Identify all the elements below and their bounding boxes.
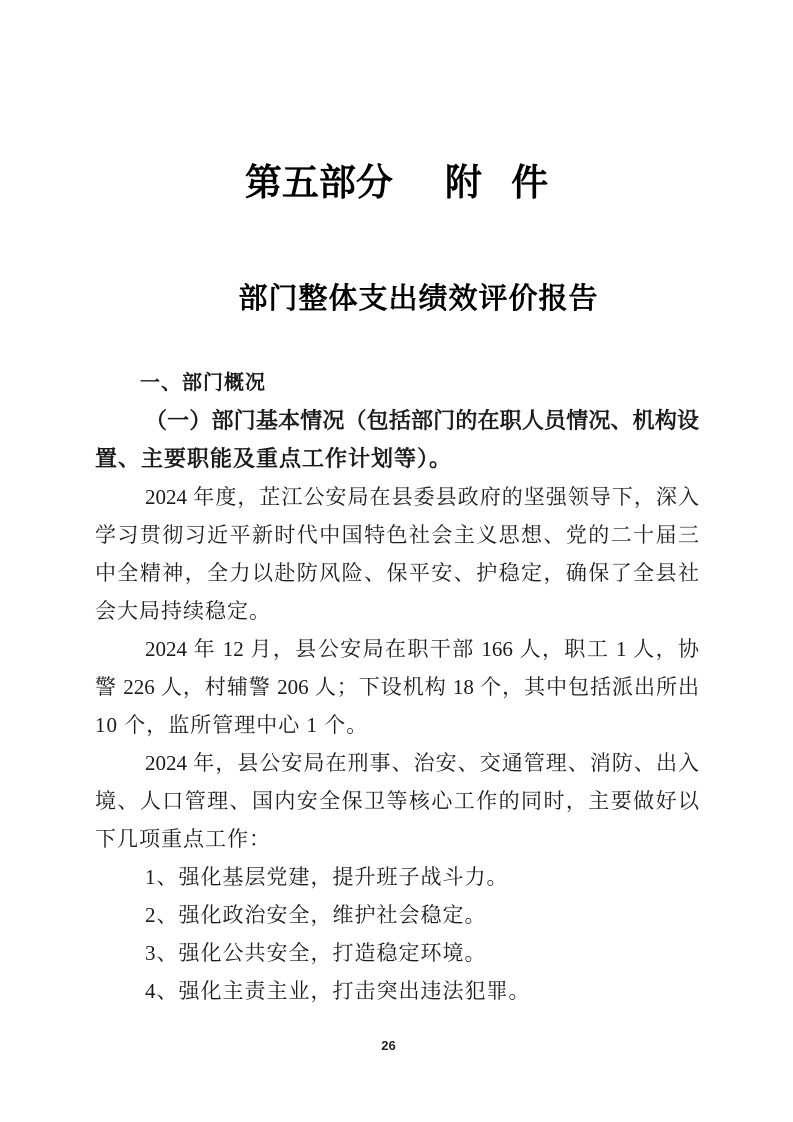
key-task-item-3: 3、强化公共安全，打造稳定环境。 [145,941,487,965]
paragraph-1-line-4: 会大局持续稳定。 [95,599,271,623]
paragraph-3-line-1: 2024 年，县公安局在刑事、治安、交通管理、消防、出入 [145,751,699,775]
paragraph-1-line-2: 学习贯彻习近平新时代中国特色社会主义思想、党的二十届三 [95,523,699,547]
page-number: 26 [381,1038,396,1053]
chapter-title-part1: 第五部分 [244,163,393,204]
key-task-item-4: 4、强化主责主业，打击突出违法犯罪。 [145,979,531,1003]
paragraph-1-line-3: 中全精神，全力以赴防风险、保平安、护稳定，确保了全县社 [95,561,699,585]
paragraph-2-line-3: 10 个，监所管理中心 1 个。 [95,713,369,737]
report-title: 部门整体支出绩效评价报告 [238,283,599,315]
chapter-title-part2: 附 件 [444,163,549,204]
key-task-item-1: 1、强化基层党建，提升班子战斗力。 [145,865,509,889]
key-task-item-2: 2、强化政治安全，维护社会稳定。 [145,903,487,927]
subsection-heading-line-1: （一）部门基本情况（包括部门的在职人员情况、机构设 [145,408,699,433]
paragraph-2-line-1: 2024 年 12 月，县公安局在职干部 166 人，职工 1 人，协 [145,637,699,661]
paragraph-3-line-2: 境、人口管理、国内安全保卫等核心工作的同时，主要做好以 [95,789,699,813]
paragraph-3-line-3: 下几项重点工作： [95,827,271,851]
subsection-heading-line-2: 置、主要职能及重点工作计划等）。 [95,446,453,471]
paragraph-1-line-1: 2024 年度，芷江公安局在县委县政府的坚强领导下，深入 [145,485,699,509]
chapter-title [0,158,793,210]
paragraph-2-line-2: 警 226 人，村辅警 206 人；下设机构 18 个，其中包括派出所出 [95,675,699,699]
section-heading: 一、部门概况 [140,372,266,394]
document-body [95,364,699,1010]
